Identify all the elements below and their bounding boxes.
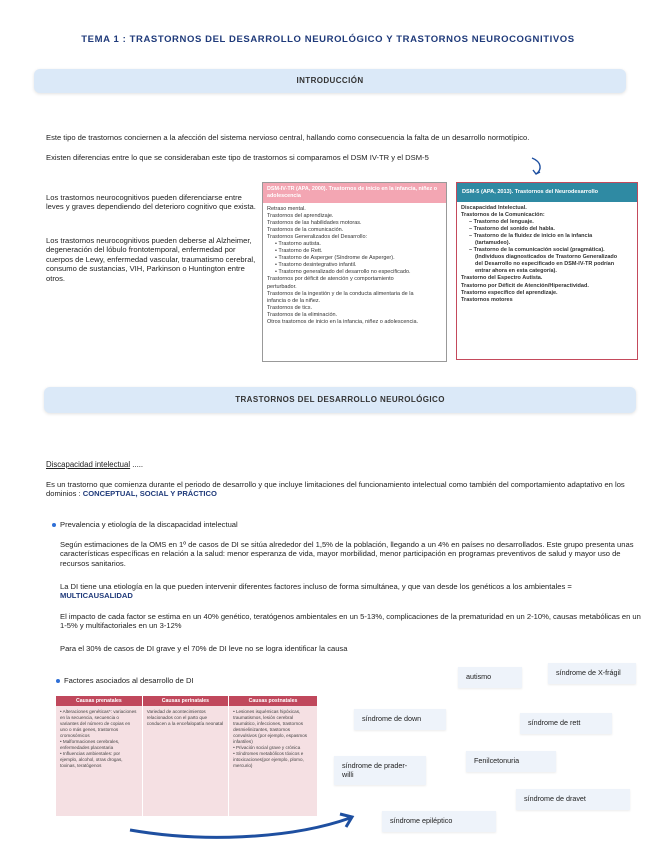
intro-paragraph-2: Existen diferencias entre lo que se consideraban este tipo de trastornos si comparamos el DSM IV-TR y el DSM-5 — [46, 153, 429, 162]
etiology-paragraph — [60, 582, 644, 601]
severe-cases-paragraph: Para el 30% de casos de DI grave y el 70% de DI leve no se logra identificar la causa — [60, 644, 348, 653]
dsm4-item: Trastornos de la comunicación. — [267, 227, 344, 234]
causes-item: • Privación social grave y crónica — [233, 745, 301, 750]
tag-down: síndrome de down — [354, 709, 446, 730]
bullet-prevalence-text: Prevalencia y etiología de la discapacidad intelectual — [60, 520, 238, 529]
dsm5-item: Trastornos motores — [461, 296, 513, 303]
dsm5-item: Trastorno por Déficit de Atención/Hiperactividad. — [461, 282, 589, 289]
bullet-dot-icon — [52, 523, 56, 527]
etiology-key: MULTICAUSALIDAD — [60, 591, 133, 601]
bullet-prevalence — [52, 520, 238, 529]
causes-item: • Lesiones isquémicas hipóxicas, traumatismos, lesión cerebral traumático, infecciones, trastornos desmielinizantes, trastornos convulsivos (por ejemplo, espasmos infantiles) — [233, 709, 308, 744]
causes-header-postnatal: Causas postnatales — [229, 696, 318, 706]
tag-rett: síndrome de rett — [520, 713, 612, 734]
dsm4-item: • Trastorno autista. — [275, 241, 321, 248]
neurocognitive-causes-text: Los trastornos neurocognitivos pueden deberse al Alzheimer, degeneración del lóbulo frontotemporal, enfermedad por cuerpos de Lewy, enfermedad vascular, traumatismo cerebral, consumo de sustancias, VIH, Parkinson o Huntington entre otros. — [46, 236, 256, 283]
causes-item: • Síndromes metabólicos tóxicos e intoxicaciones(por ejemplo, plomo, mercurio) — [233, 751, 304, 768]
disability-heading-text: Discapacidad intelectual — [46, 460, 131, 469]
dsm5-item: entrar ahora en esta categoría). — [475, 268, 557, 275]
tag-fenilcetonuria: Fenilcetonuria — [466, 751, 556, 772]
dsm5-box — [456, 182, 638, 360]
disability-definition — [46, 480, 642, 499]
tag-dravet: síndrome de dravet — [516, 789, 630, 810]
dsm4-item: • Trastorno de Rett. — [275, 248, 323, 255]
bullet-factors — [56, 676, 194, 685]
dsm5-item: – Trastorno de la comunicación social (pragmática). — [469, 247, 605, 254]
causes-table — [56, 696, 318, 816]
curved-arrow-icon — [528, 156, 550, 178]
dsm4-item: • Trastorno desintegrativo infantil. — [275, 262, 357, 269]
dsm4-item: • Trastorno de Asperger (Síndrome de Asperger). — [275, 255, 395, 262]
dsm5-item: Trastorno del Espectro Autista. — [461, 275, 543, 282]
causes-table-row — [56, 706, 318, 816]
dsm4-box — [262, 182, 447, 362]
dsm5-item: – Trastorno de la fluidez de inicio en la infancia — [469, 233, 593, 240]
neurocognitive-severity-text: Los trastornos neurocognitivos pueden diferenciarse entre leves y graves dependiendo del deterioro cognitivo que exista. — [46, 193, 256, 212]
page-title: TEMA 1 : TRASTORNOS DEL DESARROLLO NEUROLÓGICO Y TRASTORNOS NEUROCOGNITIVOS — [81, 34, 575, 45]
dsm4-list — [263, 203, 446, 329]
dsm5-item: (tartamudeo). — [475, 240, 511, 247]
intro-banner: INTRODUCCIÓN — [34, 69, 626, 93]
dsm4-item: Trastornos de la eliminación. — [267, 311, 338, 318]
curved-arrow-icon — [128, 810, 360, 840]
disability-definition-text: Es un trastorno que comienza durante el periodo de desarrollo y que incluye limitaciones del funcionamiento intelectual como también del comportamiento adaptativo en los dominios : — [46, 480, 625, 499]
impact-paragraph: El impacto de cada factor se estima en un 40% genético, teratógenos ambientales en un 5-13%, complicaciones de la prematuridad en un 2-10%, causas metabólicas en un 1-5% y multifactoriales en un 3-12% — [60, 612, 641, 631]
dsm4-item: perturbador. — [267, 283, 297, 290]
tag-x-fragil: síndrome de X-frágil — [548, 663, 636, 684]
disability-heading-dots: ..... — [130, 460, 144, 469]
etiology-text: La DI tiene una etiología en la que pueden intervenir diferentes factores incluso de forma simultánea, y que van desde los genéticos a los ambientales = — [60, 582, 572, 591]
dsm4-item: Trastornos por déficit de atención y comportamiento — [267, 276, 394, 283]
dsm5-item: Discapacidad Intelectual. — [461, 205, 527, 211]
dsm4-item: Trastornos de la ingestión y de la conducta alimentaria de la — [267, 290, 414, 297]
dsm4-item: Retraso mental. — [267, 206, 306, 212]
dsm4-item: Trastornos de las habilidades motoras. — [267, 220, 362, 227]
causes-item: Variedad de acontecimientos relacionados con el parto que conducen a la encefalopatía neonatal — [146, 709, 224, 726]
causes-cell-perinatal — [142, 706, 228, 816]
dsm4-item: • Trastorno generalizado del desarrollo no especificado. — [275, 269, 411, 276]
dsm4-item: Otros trastornos de inicio en la infancia, niñez o adolescencia. — [267, 318, 419, 325]
dsm4-item: Trastornos del aprendizaje. — [267, 213, 334, 220]
causes-item: • Malformaciones cerebrales, enfermedades placentaria — [60, 739, 120, 750]
dsm5-item: – Trastorno del lenguaje. — [469, 219, 534, 226]
intro-paragraph-1: Este tipo de trastornos conciernen a la afección del sistema nervioso central, hallando como consecuencia la falta de un desarrollo normotípico. — [46, 133, 530, 142]
dsm5-item: del Desarrollo no especificado en DSM-IV-TR podrían — [475, 261, 615, 268]
neurodevelopment-banner: TRASTORNOS DEL DESARROLLO NEUROLÓGICO — [44, 387, 636, 413]
dsm4-header: DSM-IV-TR (APA, 2000). Trastornos de inicio en la infancia, niñez o adolescencia — [263, 183, 446, 203]
causes-header-prenatal: Causas prenatales — [56, 696, 142, 706]
tag-prader-willi: síndrome de prader-willi — [334, 756, 426, 785]
bullet-dot-icon — [56, 679, 60, 683]
causes-item: • Alteraciones genéticas*: variaciones en la secuencia, secuencia o variantes del número de copias en uno o más genes, trastornos cromosómicos — [60, 709, 137, 738]
bullet-factors-text: Factores asociados al desarrollo de DI — [64, 676, 194, 685]
tag-epileptico: síndrome epiléptico — [382, 811, 496, 832]
dsm5-header: DSM-5 (APA, 2013). Trastornos del Neurodesarrollo — [457, 183, 637, 202]
dsm5-item: – Trastorno del sonido del habla. — [469, 226, 555, 233]
causes-cell-postnatal — [229, 706, 318, 816]
dsm4-item: Trastornos de tics. — [267, 304, 313, 311]
causes-header-perinatal: Causas perinatales — [142, 696, 228, 706]
tag-autismo: autismo — [458, 667, 522, 688]
oms-paragraph: Según estimaciones de la OMS en 1º de casos de DI se sitúa alrededor del 1,5% de la población, llegando a un 4% en países no desarrollados. Este grupo presenta unas características específicas en relación a la salud: menor esperanza de vida, mayor morbilidad, menor participación en programas preventivos de salud y mayor uso de recursos sanitarios. — [60, 540, 634, 568]
disability-heading — [46, 460, 143, 469]
dsm4-item: infancia o de la niñez. — [267, 297, 321, 304]
causes-item: • Influencias ambientales: por ejemplo, alcohol, otras drogas, toxinas, teratógenos — [60, 751, 123, 768]
causes-cell-prenatal — [56, 706, 142, 816]
causes-table-header-row — [56, 696, 318, 706]
dsm5-item: Trastorno específico del aprendizaje. — [461, 289, 558, 296]
disability-domains: CONCEPTUAL, SOCIAL Y PRÁCTICO — [82, 489, 217, 499]
dsm5-item: (Individuos diagnosticados de Trastorno Generalizado — [475, 254, 618, 261]
dsm5-item: Trastornos de la Comunicación: — [461, 212, 545, 219]
dsm4-item: Trastornos Generalizados del Desarrollo: — [267, 234, 368, 241]
dsm5-list — [457, 202, 637, 307]
